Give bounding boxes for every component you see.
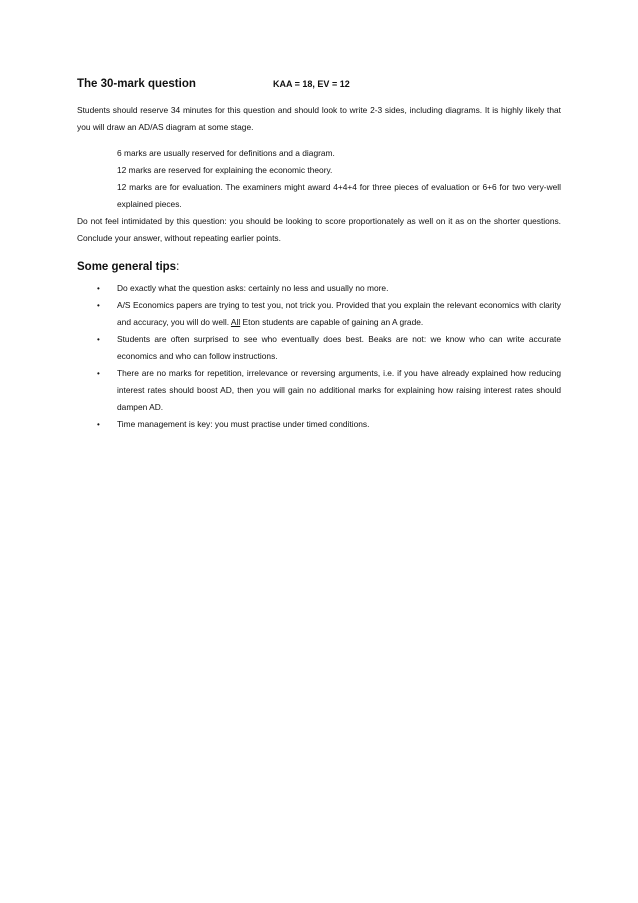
list-item xyxy=(77,365,561,416)
tip-text: There are no marks for repetition, irrelevance or reversing arguments, i.e. if you have already explained how reducing interest rates should boost AD, then you will gain no additional marks for explaining how raising interest rates should dampen AD. xyxy=(117,368,561,412)
section-title: The 30-mark question xyxy=(77,78,196,90)
document-page xyxy=(77,76,561,433)
tips-title: Some general tips xyxy=(77,261,177,273)
bullet-icon: • xyxy=(97,301,100,310)
mark-allocation: KAA = 18, EV = 12 xyxy=(273,79,350,89)
tip-text: Time management is key: you must practise under timed conditions. xyxy=(117,419,370,429)
allocation-line: 6 marks are usually reserved for definitions and a diagram. xyxy=(117,148,335,158)
list-item xyxy=(77,280,561,297)
tip-text: Students are often surprised to see who eventually does best. Beaks are not: we know who can write accurate economics and who can follow instructions. xyxy=(117,334,561,361)
tip-text-underlined: All xyxy=(230,317,241,327)
list-item xyxy=(77,297,561,331)
tips-heading xyxy=(77,259,561,276)
bullet-icon: • xyxy=(97,335,100,344)
bullet-icon: • xyxy=(97,369,100,378)
tips-list xyxy=(77,280,561,433)
list-item xyxy=(77,416,561,433)
allocation-list xyxy=(117,145,561,213)
tip-text-before: A/S Economics papers are trying to test you, not trick you. Provided that you explain the relevant economics with clarity and accuracy, you will do well. xyxy=(117,300,561,327)
advice-paragraph: Do not feel intimidated by this question: you should be looking to score proportionately as well on it as on the shorter questions. Conclude your answer, without repeating earlier points. xyxy=(77,216,561,243)
tip-text: Do exactly what the question asks: certainly no less and usually no more. xyxy=(117,283,389,293)
allocation-line: 12 marks are for evaluation. The examiners might award 4+4+4 for three pieces of evaluation or 6+6 for two very-well explained pieces. xyxy=(117,182,561,209)
allocation-line: 12 marks are reserved for explaining the economic theory. xyxy=(117,165,333,175)
tip-text-after: Eton students are capable of gaining an A grade. xyxy=(240,317,424,327)
section-heading xyxy=(77,76,561,94)
bullet-icon: • xyxy=(97,284,100,293)
bullet-icon: • xyxy=(97,420,100,429)
tips-colon: : xyxy=(176,261,180,273)
list-item xyxy=(77,331,561,365)
intro-paragraph: Students should reserve 34 minutes for this question and should look to write 2-3 sides, including diagrams. It is highly likely that you will draw an AD/AS diagram at some stage. xyxy=(77,105,561,132)
